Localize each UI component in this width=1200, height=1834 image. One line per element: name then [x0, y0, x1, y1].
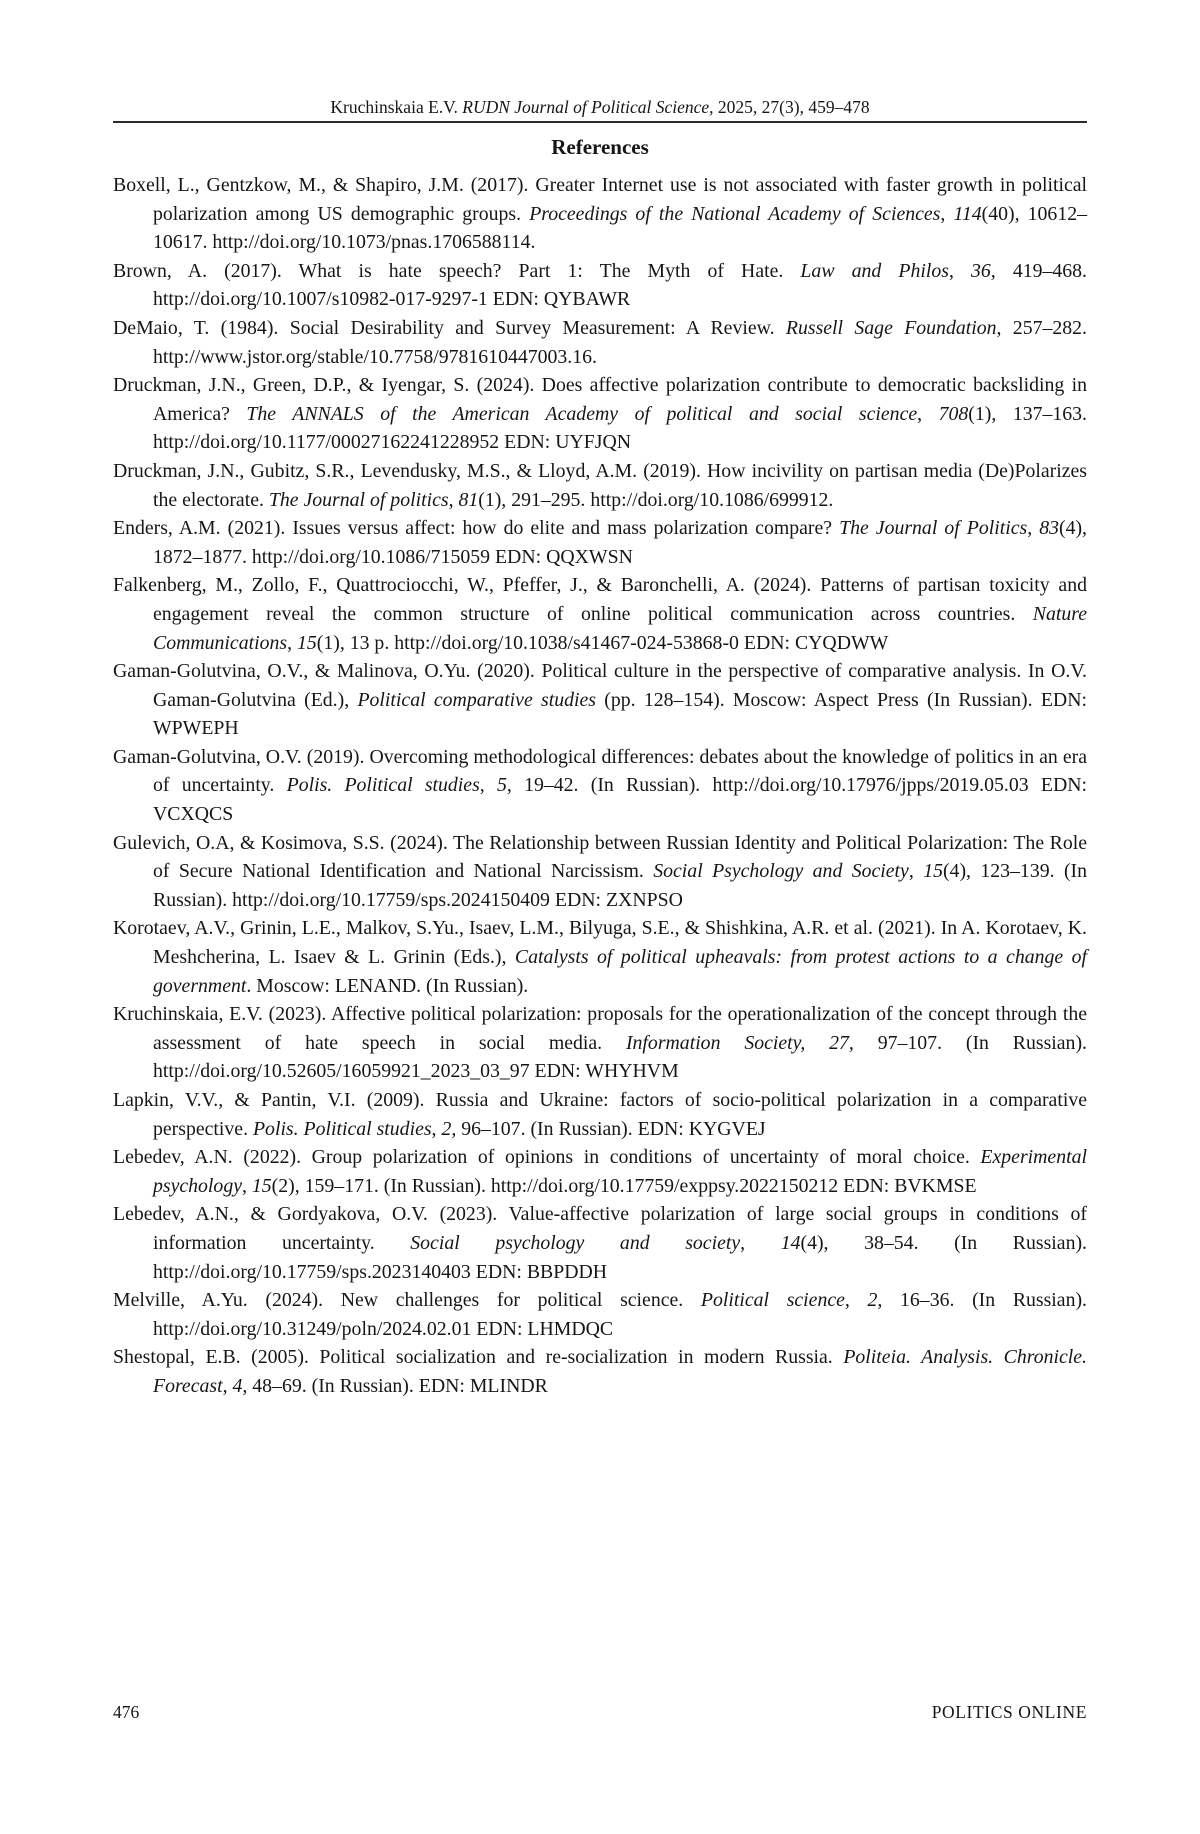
reference-italic-segment: Political comparative studies	[357, 688, 596, 711]
header-rule	[113, 121, 1087, 123]
reference-italic-segment: 83	[1039, 517, 1059, 540]
reference-text-segment: (1), 137–163. http://doi.org/10.1177/00027162241228952 EDN: UYFJQN	[153, 402, 1087, 454]
footer-page-number: 476	[113, 1702, 140, 1722]
reference-text-segment: ,	[917, 402, 939, 425]
reference-text-segment: Lebedev, A.N. (2022). Group polarization of opinions in conditions of uncertainty of moral choice.	[113, 1146, 981, 1169]
reference-text-segment: Enders, A.M. (2021). Issues versus affect: how do elite and mass polarization compare?	[113, 517, 840, 540]
reference-text-segment: ,	[948, 259, 971, 282]
reference-text-segment: ,	[448, 488, 459, 511]
reference-item	[113, 1000, 1087, 1086]
reference-text-segment: . Moscow: LENAND. (In Russian).	[246, 974, 529, 997]
reference-italic-segment: Social psychology and society	[410, 1231, 741, 1254]
reference-text-segment: (pp. 128–154). Moscow: Aspect Press (In Russian). EDN: WPWEPH	[153, 688, 1087, 740]
reference-item	[113, 371, 1087, 457]
reference-item	[113, 1143, 1087, 1200]
reference-text-segment: Korotaev, A.V., Grinin, L.E., Malkov, S.Yu., Isaev, L.M., Bilyuga, S.E., & Shishkina, A.R. et al. (2021). In A. Korotaev, K. Meshcherina, L. Isaev & L. Grinin (Eds.),	[113, 917, 1087, 969]
running-head	[113, 97, 1087, 118]
reference-text-segment: ,	[287, 631, 297, 654]
reference-text-segment: (1), 13 p. http://doi.org/10.1038/s41467-024-53868-0 EDN: CYQDWW	[316, 631, 889, 654]
reference-text-segment: Gulevich, O.A, & Kosimova, S.S. (2024). The Relationship between Russian Identity and Political Polarization: The Role of Secure National Identification and National Narcissism.	[113, 831, 1087, 883]
reference-text-segment: 419–468. http://doi.org/10.1007/s10982-017-9297-1 EDN: QYBAWR	[153, 259, 1087, 311]
reference-italic-segment: Experimental psychology	[153, 1146, 1087, 1197]
reference-item	[113, 1286, 1087, 1343]
reference-italic-segment: 15	[923, 860, 943, 883]
reference-text-segment: Brown, A. (2017). What is hate speech? Part 1: The Myth of Hate.	[113, 259, 801, 282]
reference-text-segment: 96–107. (In Russian). EDN: KYGVEJ	[456, 1117, 766, 1140]
reference-text-segment: Druckman, J.N., Gubitz, S.R., Levendusky, M.S., & Lloyd, A.M. (2019). How incivility on partisan media (De)Polarizes the electorate.	[113, 459, 1087, 511]
reference-italic-segment: Nature Communications	[153, 602, 1087, 654]
reference-text-segment: 48–69. (In Russian). EDN: MLINDR	[247, 1374, 548, 1397]
reference-text-segment: ,	[844, 1289, 868, 1312]
running-head-author: Kruchinskaia E.V.	[330, 97, 463, 117]
reference-italic-segment: Law and Philos	[800, 259, 949, 282]
reference-italic-segment: 708	[938, 402, 969, 425]
reference-text-segment: (4), 1872–1877. http://doi.org/10.1086/715059 EDN: QQXWSN	[153, 517, 1087, 568]
footer-running-title: POLITICS ONLINE	[931, 1702, 1087, 1722]
reference-text-segment: (2), 159–171. (In Russian). http://doi.org/10.17759/exppsy.2022150212 EDN: BVKMSE	[271, 1174, 977, 1197]
reference-item	[113, 457, 1087, 514]
reference-italic-segment: Information Society, 27,	[625, 1031, 854, 1054]
reference-item	[113, 257, 1087, 314]
reference-text-segment: , 257–282. http://www.jstor.org/stable/10.7758/9781610447003.16.	[153, 316, 1087, 368]
reference-text-segment: Melville, A.Yu. (2024). New challenges for political science.	[113, 1289, 701, 1312]
reference-item	[113, 743, 1087, 829]
running-head-journal: RUDN Journal of Political Science,	[462, 97, 714, 117]
reference-text-segment: ,	[940, 202, 954, 225]
reference-text-segment: (1), 291–295. http://doi.org/10.1086/699912.	[478, 488, 834, 511]
reference-text-segment: Gaman-Golutvina, O.V., & Malinova, O.Yu. (2020). Political culture in the perspective of comparative analysis. In O.V. Gaman-Golutvina (Ed.),	[113, 660, 1087, 711]
reference-item	[113, 571, 1087, 657]
reference-italic-segment: 36,	[970, 259, 996, 282]
reference-text-segment: ,	[740, 1231, 781, 1254]
reference-italic-segment: Political science	[700, 1289, 845, 1312]
reference-text-segment: ,	[908, 860, 924, 883]
reference-italic-segment: 15	[251, 1174, 272, 1197]
reference-item	[113, 657, 1087, 743]
reference-text-segment: Falkenberg, M., Zollo, F., Quattrociocchi, W., Pfeffer, J., & Baronchelli, A. (2024). Patterns of partisan toxicity and engagement reveal the common structure of online political communication across countries.	[113, 574, 1087, 625]
reference-text-segment: DeMaio, T. (1984). Social Desirability and Survey Measurement: A Review.	[113, 316, 786, 339]
reference-text-segment: ,	[242, 1174, 252, 1197]
reference-italic-segment: 15	[296, 631, 317, 654]
references-list	[113, 171, 1087, 1401]
reference-text-segment: Lebedev, A.N., & Gordyakova, O.V. (2023). Value-affective polarization of large social groups in conditions of information uncertainty.	[113, 1203, 1087, 1254]
reference-italic-segment: Proceedings of the National Academy of Sciences	[529, 202, 941, 225]
reference-item	[113, 1343, 1087, 1400]
reference-text-segment: 19–42. (In Russian). http://doi.org/10.17976/jpps/2019.05.03 EDN: VCXQCS	[153, 774, 1088, 826]
reference-text-segment: Shestopal, E.B. (2005). Political socialization and re-socialization in modern Russia.	[113, 1346, 844, 1369]
reference-item	[113, 314, 1087, 371]
reference-italic-segment: 5,	[497, 774, 512, 797]
reference-italic-segment: Russell Sage Foundation	[785, 316, 997, 339]
reference-italic-segment: 2,	[441, 1117, 457, 1140]
reference-italic-segment: 14	[780, 1231, 801, 1254]
reference-italic-segment: The Journal of Politics	[839, 517, 1028, 540]
reference-item	[113, 829, 1087, 915]
reference-text-segment: ,	[1027, 517, 1040, 540]
reference-text-segment: 16–36. (In Russian). http://doi.org/10.31249/poln/2024.02.01 EDN: LHMDQC	[153, 1289, 1087, 1340]
reference-item	[113, 514, 1087, 571]
reference-text-segment: Druckman, J.N., Green, D.P., & Iyengar, S. (2024). Does affective polarization contribute to democratic backsliding in America?	[113, 374, 1087, 425]
reference-italic-segment: 2,	[867, 1289, 883, 1312]
reference-text-segment: Lapkin, V.V., & Pantin, V.I. (2009). Russia and Ukraine: factors of socio-political polarization in a comparative perspective.	[113, 1089, 1087, 1140]
reference-text-segment: ,	[222, 1374, 233, 1397]
reference-text-segment: Gaman-Golutvina, O.V. (2019). Overcoming methodological differences: debates about the knowledge of politics in an era of uncertainty.	[113, 745, 1087, 797]
reference-text-segment: (4), 123–139. (In Russian). http://doi.org/10.17759/sps.2024150409 EDN: ZXNPSO	[153, 860, 1088, 911]
reference-text-segment: ,	[431, 1117, 442, 1140]
reference-item	[113, 171, 1087, 257]
reference-italic-segment: Polis. Political studies	[286, 774, 480, 797]
reference-text-segment: Boxell, L., Gentzkow, M., & Shapiro, J.M. (2017). Greater Internet use is not associated with faster growth in political polarization among US demographic groups.	[113, 174, 1087, 225]
reference-italic-segment: 4,	[232, 1374, 248, 1397]
reference-italic-segment: Politeia. Analysis. Chronicle. Forecast	[153, 1346, 1087, 1397]
reference-italic-segment: The Journal of politics	[268, 488, 449, 511]
reference-item	[113, 914, 1087, 1000]
reference-italic-segment: Catalysts of political upheavals: from protest actions to a change of government	[153, 946, 1088, 997]
reference-text-segment: Kruchinskaia, E.V. (2023). Affective political polarization: proposals for the operationalization of the concept through the assessment of hate speech in social media.	[113, 1003, 1087, 1054]
running-head-issue: 2025, 27(3), 459–478	[713, 97, 870, 117]
reference-italic-segment: 81	[458, 488, 479, 511]
reference-text-segment: 97–107. (In Russian). http://doi.org/10.52605/16059921_2023_03_97 EDN: WHYHVM	[153, 1031, 1087, 1083]
reference-text-segment: (4), 38–54. (In Russian). http://doi.org/10.17759/sps.2023140403 EDN: BBPDDH	[153, 1231, 1087, 1283]
reference-italic-segment: 114	[953, 202, 982, 225]
reference-text-segment: (40), 10612–10617. http://doi.org/10.1073/pnas.1706588114.	[153, 202, 1087, 254]
reference-italic-segment: Social Psychology and Society	[653, 860, 909, 883]
reference-italic-segment: The ANNALS of the American Academy of political and social science	[246, 402, 918, 425]
reference-item	[113, 1200, 1087, 1286]
reference-item	[113, 1086, 1087, 1143]
reference-italic-segment: Polis. Political studies	[252, 1117, 432, 1140]
reference-text-segment: ,	[479, 774, 497, 797]
references-heading: References	[551, 135, 649, 159]
